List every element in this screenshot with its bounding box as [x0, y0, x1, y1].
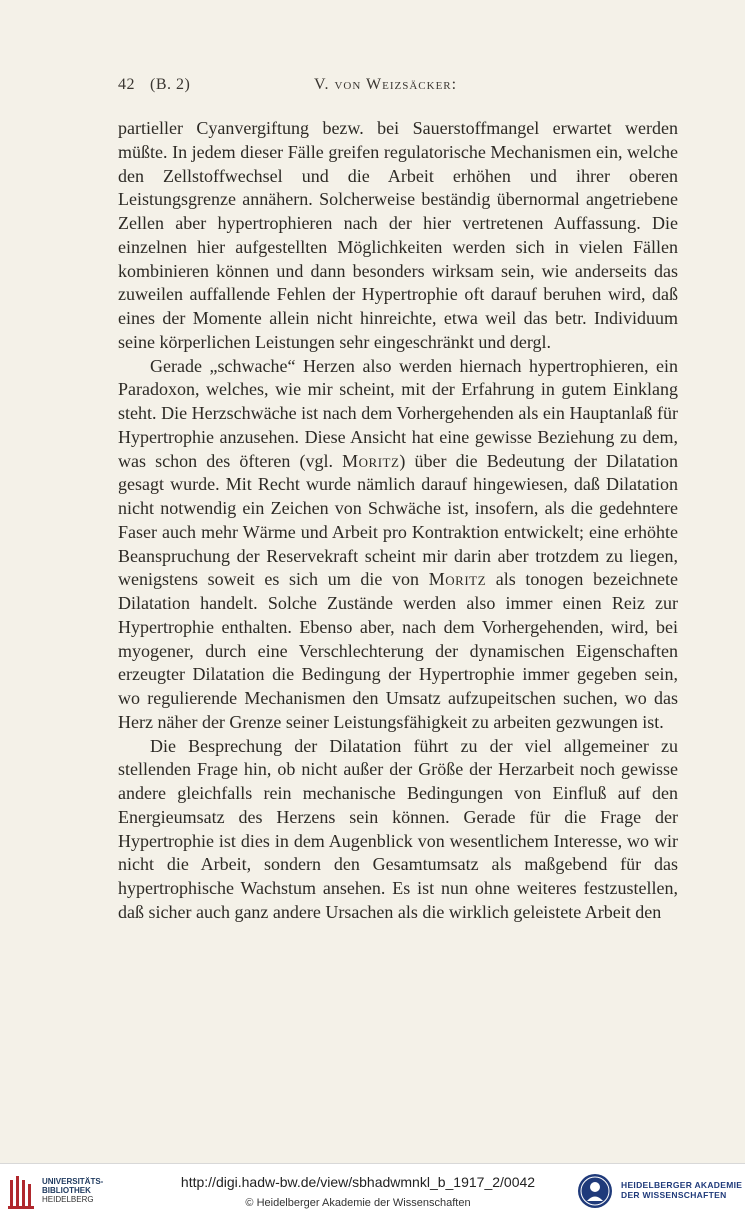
paragraph-1: partieller Cyanvergiftung bezw. bei Sauerstoffmangel erwartet werden müßte. In jedem dieser Fälle greifen regulatorische Mechanismen ein, welche den Zellstoffwechsel und die Arbeit erhöhen und ihrer oberen Leistungsgrenze annähern. Solcherweise beständig übernormal angetriebene Zellen aber hypertrophieren nach der hier vertretenen Auffassung. Die einzelnen hier aufgestellten Möglichkeiten werden sich in vielen Fällen kombinieren können und dann besonders wirksam sein, wie anderseits das zuweilen auffallende Fehlen der Hypertrophie oft darauf beruhen wird, daß eines der Momente allein nicht hinreichte, etwa weil das betr. Individuum seine körperlichen Leistungen sehr eingeschränkt und dergl.	[118, 118, 678, 352]
library-line-2: BIBLIOTHEK	[42, 1186, 91, 1195]
author-name-moritz-2: Moritz	[428, 569, 487, 590]
paragraph-2-part-a: Gerade „schwache“ Herzen also werden hiernach hypertrophieren, ein Paradoxon, welches, wie mir scheint, mit der Erfahrung in gutem Einklang steht. Die Herzschwäche ist nach dem Vorhergehenden als ein Hauptanlaß für Hypertrophie anzusehen. Diese Ansicht hat eine gewisse Beziehung zu dem, was schon des öfteren (vgl.	[118, 355, 678, 471]
page-number: 42	[118, 76, 135, 93]
paragraph-3: Die Besprechung der Dilatation führt zu der viel allgemeiner zu stellenden Frage hin, ob nicht außer der Größe der Herzarbeit noch gewisse andere gleichfalls rein mechanische Bedingungen von Einfluß auf den Energieumsatz des Herzens sein können. Gerade für die Frage der Hypertrophie ist dies in dem Augenblick von wesentlichem Interesse, wo wir nicht die Arbeit, sondern den Gesamtumsatz als maßgebend für das hypertrophische Wachstum ansehen. Es ist nun ohne weiteres festzustellen, daß sicher auch ganz andere Ursachen als die wirklich geleistete Arbeit den	[118, 735, 678, 922]
copyright-notice: © Heidelberger Akademie der Wissenschaften	[245, 1197, 471, 1209]
running-title: V. von Weizsäcker:	[314, 76, 458, 93]
academy-seal-icon	[576, 1172, 614, 1210]
section-marker: (B. 2)	[150, 76, 191, 93]
library-line-3: HEIDELBERG	[42, 1195, 94, 1204]
academy-label	[621, 1180, 742, 1200]
paragraph-2-part-c: als tonogen bezeichnete Dilatation handelt. Solche Zustände werden also immer einen Reiz zur Hypertrophie enthalten. Ebenso aber, nach dem Vorhergehenden, wird, bei myogener, durch eine Verschlechterung der dynamischen Eigenschaften erzeugter Dilatation die Bedingung der Hypertrophie immer gegeben sein, wo regulierende Mechanismen den Umsatz aufzupeitschen suchen, wo das Herz näher der Grenze seiner Leistungsfähigkeit zu arbeiten gezwungen ist.	[118, 569, 679, 732]
body-text	[118, 117, 678, 925]
footer-bar	[0, 1163, 745, 1218]
academy-line-1: HEIDELBERGER AKADEMIE	[621, 1180, 743, 1190]
university-library-label	[42, 1177, 103, 1204]
library-line-1: UNIVERSITÄTS-	[42, 1177, 104, 1186]
academy-line-2: DER WISSENSCHAFTEN	[621, 1190, 727, 1200]
paragraph-2	[118, 355, 678, 735]
permalink-url[interactable]: http://digi.hadw-bw.de/view/sbhadwmnkl_b_1917_2/0042	[180, 1174, 536, 1190]
page-header	[118, 76, 678, 100]
author-name-moritz: Moritz	[342, 450, 400, 471]
paragraph-2-part-b: ) über die Bedeutung der Dilatation gesagt wurde. Mit Recht wurde nämlich darauf hingewiesen, daß Dilatation nicht notwendig ein Zeichen von Schwäche ist, insofern, als die gedehntere Faser auch mehr Wärme und Arbeit pro Kontraktion entwickelt; eine erhöhte Beanspruchung der Reservekraft scheint mir darin aber trotzdem zu liegen, wenigstens soweit es sich um die von	[118, 450, 678, 590]
